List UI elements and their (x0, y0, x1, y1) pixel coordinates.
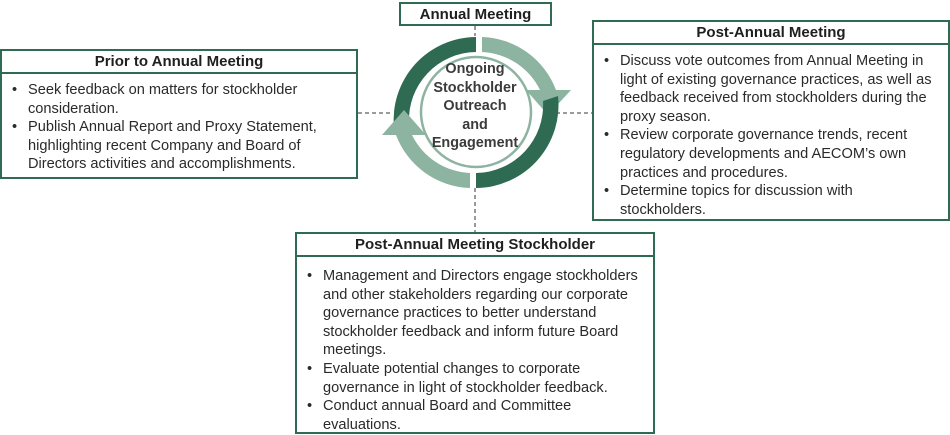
engagement-item: • Evaluate potential changes to corporate governance in light of stockholder feedback. (323, 360, 647, 397)
center-line: Engagement (431, 135, 519, 151)
prior-item: • Seek feedback on matters for stockholder consideration. (28, 81, 350, 118)
post-item: • Discuss vote outcomes from Annual Meeting in light of existing governance practices, as well as feedback received from stockholders during the proxy season. (620, 52, 942, 126)
center-line: Outreach (443, 98, 507, 114)
post-item: • Determine topics for discussion with stockholders. (620, 182, 942, 219)
post-box-title: Post-Annual Meeting (594, 22, 948, 45)
annual-meeting-box (399, 2, 552, 26)
engagement-item: • Management and Directors engage stockholders and other stakeholders regarding our corporate governance practices to better understand stockholder feedback and inform future Board meetings. (323, 267, 647, 360)
prior-item: • Publish Annual Report and Proxy Statement, highlighting recent Company and Board of Directors activities and accomplishments. (28, 118, 350, 174)
center-line: Ongoing (445, 61, 505, 77)
center-line: and (462, 116, 488, 133)
prior-to-annual-meeting-box (0, 49, 358, 179)
cycle-center-label (425, 60, 525, 153)
engagement-box-title: Post-Annual Meeting Stockholder (297, 234, 653, 257)
post-item: • Review corporate governance trends, recent regulatory developments and AECOM’s own practices and procedures. (620, 126, 942, 182)
prior-box-title: Prior to Annual Meeting (2, 51, 356, 74)
post-annual-stockholder-box (295, 232, 655, 434)
post-annual-meeting-box (592, 20, 950, 221)
engagement-list (297, 257, 653, 434)
post-list (594, 45, 948, 219)
engagement-item: • Conduct annual Board and Committee evaluations. (323, 397, 647, 434)
annual-meeting-title: Annual Meeting (419, 6, 532, 23)
center-line: Stockholder (433, 79, 517, 96)
prior-list (2, 74, 356, 174)
